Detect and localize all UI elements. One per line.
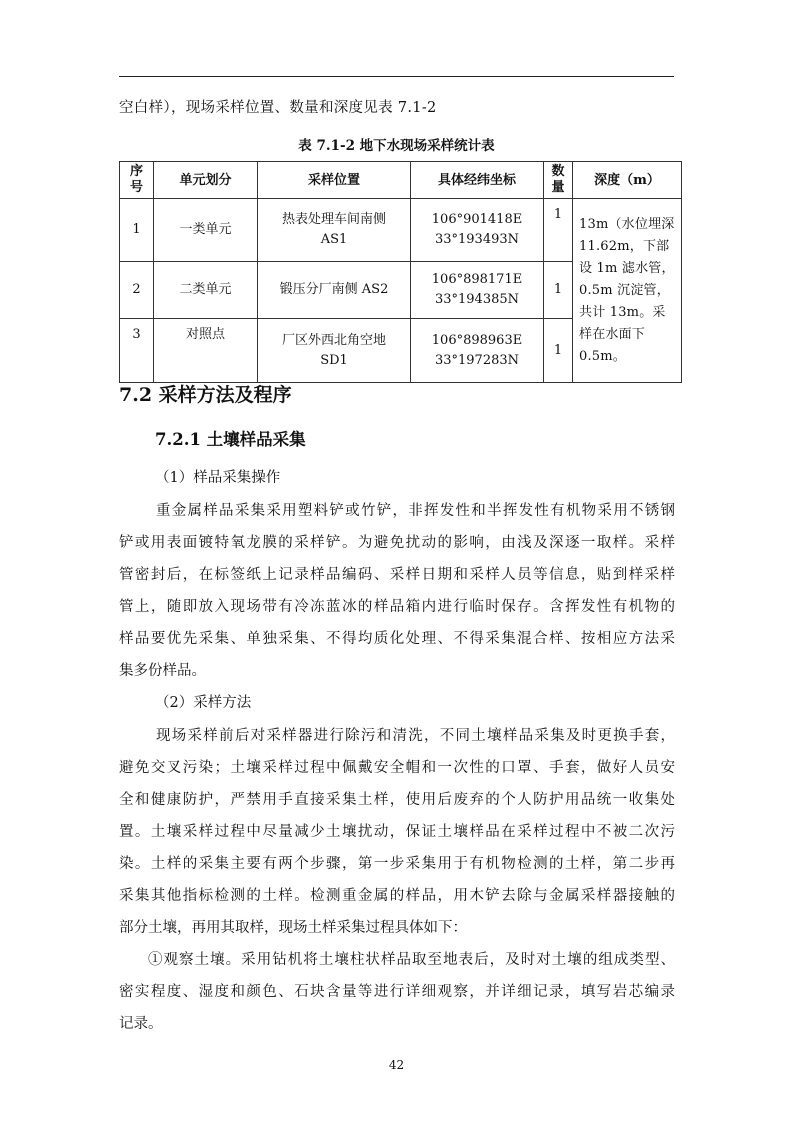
item2-title: （2）采样方法 bbox=[155, 695, 252, 711]
item1-title: （1）样品采集操作 bbox=[155, 470, 281, 486]
sampling-table bbox=[119, 161, 682, 383]
paragraph-line: 避免交叉污染；土壤采样过程中佩戴安全帽和一次性的口罩、手套，做好人员安 bbox=[119, 760, 675, 776]
paragraph-line: 管密封后，在标签纸上记录样品编码、采样日期和采样人员等信息，贴到样采样 bbox=[119, 567, 675, 583]
cell-lat: 33°193493N bbox=[434, 232, 520, 247]
cell-location: 锻压分厂南侧 AS2 bbox=[258, 262, 411, 319]
cell-coordinates bbox=[411, 262, 544, 319]
cell-qty: 1 bbox=[544, 319, 573, 383]
cell-no: 1 bbox=[120, 199, 154, 262]
cell-lon: 106°901418E bbox=[431, 212, 523, 227]
cell-coordinates bbox=[411, 199, 544, 262]
paragraph-line: 部分土壤，再用其取样，现场土样采集过程具体如下： bbox=[119, 920, 467, 936]
cell-lat: 33°197283N bbox=[434, 352, 520, 368]
cell-lon: 106°898963E bbox=[431, 332, 523, 348]
header-cell: 序号 bbox=[120, 162, 154, 199]
header-cell: 单元划分 bbox=[154, 162, 258, 199]
paragraph-line: 铲或用表面镀特氧龙膜的采样铲。为避免扰动的影响，由浅及深逐一取样。采样 bbox=[119, 535, 675, 551]
cell-no: 3 bbox=[120, 319, 154, 383]
paragraph-line: 管上，随即放入现场带有冷冻蓝冰的样品箱内进行临时保存。含挥发性有机物的 bbox=[119, 599, 675, 615]
section-heading: 7.2 采样方法及程序 bbox=[119, 384, 292, 406]
paragraph-line: ①观察土壤。采用钻机将土壤柱状样品取至地表后，及时对土壤的组成类型、 bbox=[148, 952, 675, 968]
paragraph-line: 采集其他指标检测的土样。检测重金属的样品，用木铲去除与金属采样器接触的 bbox=[119, 888, 675, 904]
table-caption: 表 7.1-2 地下水现场采样统计表 bbox=[298, 138, 495, 154]
cell-unit: 一类单元 bbox=[154, 199, 258, 262]
header-rule bbox=[119, 76, 674, 77]
header-cell: 采样位置 bbox=[258, 162, 411, 199]
cell-coordinates bbox=[411, 319, 544, 383]
continuation-text: 空白样），现场采样位置、数量和深度见表 7.1-2 bbox=[119, 100, 437, 116]
paragraph-line: 置。土壤采样过程中尽量减少土壤扰动，保证土壤样品在采样过程中不被二次污 bbox=[119, 824, 675, 840]
paragraph-line: 全和健康防护，严禁用手直接采集土样，使用后废弃的个人防护用品统一收集处 bbox=[119, 792, 675, 808]
cell-location: 厂区外西北角空地SD1 bbox=[258, 319, 411, 383]
header-cell: 数量 bbox=[544, 162, 573, 199]
paragraph-line: 密实程度、湿度和颜色、石块含量等进行详细观察，并详细记录，填写岩芯编录 bbox=[119, 984, 675, 1000]
paragraph-line: 样品要优先采集、单独采集、不得均质化处理、不得采集混合样、按相应方法采 bbox=[119, 631, 675, 647]
cell-location: 热表处理车间南侧AS1 bbox=[258, 199, 411, 262]
table-header-row bbox=[120, 162, 682, 199]
header-cell: 深度（m） bbox=[573, 162, 682, 199]
header-cell: 具体经纬坐标 bbox=[411, 162, 544, 199]
cell-lon: 106°898171E bbox=[431, 272, 523, 287]
cell-unit: 对照点 bbox=[154, 319, 258, 383]
subsection-heading: 7.2.1 土壤样品采集 bbox=[155, 430, 306, 449]
cell-lat: 33°194385N bbox=[434, 292, 520, 307]
cell-no: 2 bbox=[120, 262, 154, 319]
page-number: 42 bbox=[388, 1058, 405, 1072]
paragraph-line: 集多份样品。 bbox=[119, 663, 206, 679]
table-row bbox=[120, 199, 682, 262]
paragraph-line: 记录。 bbox=[119, 1016, 163, 1032]
cell-depth-note: 13m（水位埋深 11.62m，下部设 1m 滤水管，0.5m 沉淀管，共计 13m。采样在水面下 0.5m。 bbox=[573, 199, 682, 383]
cell-unit: 二类单元 bbox=[154, 262, 258, 319]
paragraph-line: 重金属样品采集采用塑料铲或竹铲，非挥发性和半挥发性有机物采用不锈钢 bbox=[156, 503, 675, 519]
cell-qty: 1 bbox=[544, 262, 573, 319]
paragraph-line: 现场采样前后对采样器进行除污和清洗，不同土壤样品采集及时更换手套， bbox=[156, 728, 675, 744]
cell-qty: 1 bbox=[544, 199, 573, 262]
paragraph-line: 染。土样的采集主要有两个步骤，第一步采集用于有机物检测的土样，第二步再 bbox=[119, 856, 675, 872]
